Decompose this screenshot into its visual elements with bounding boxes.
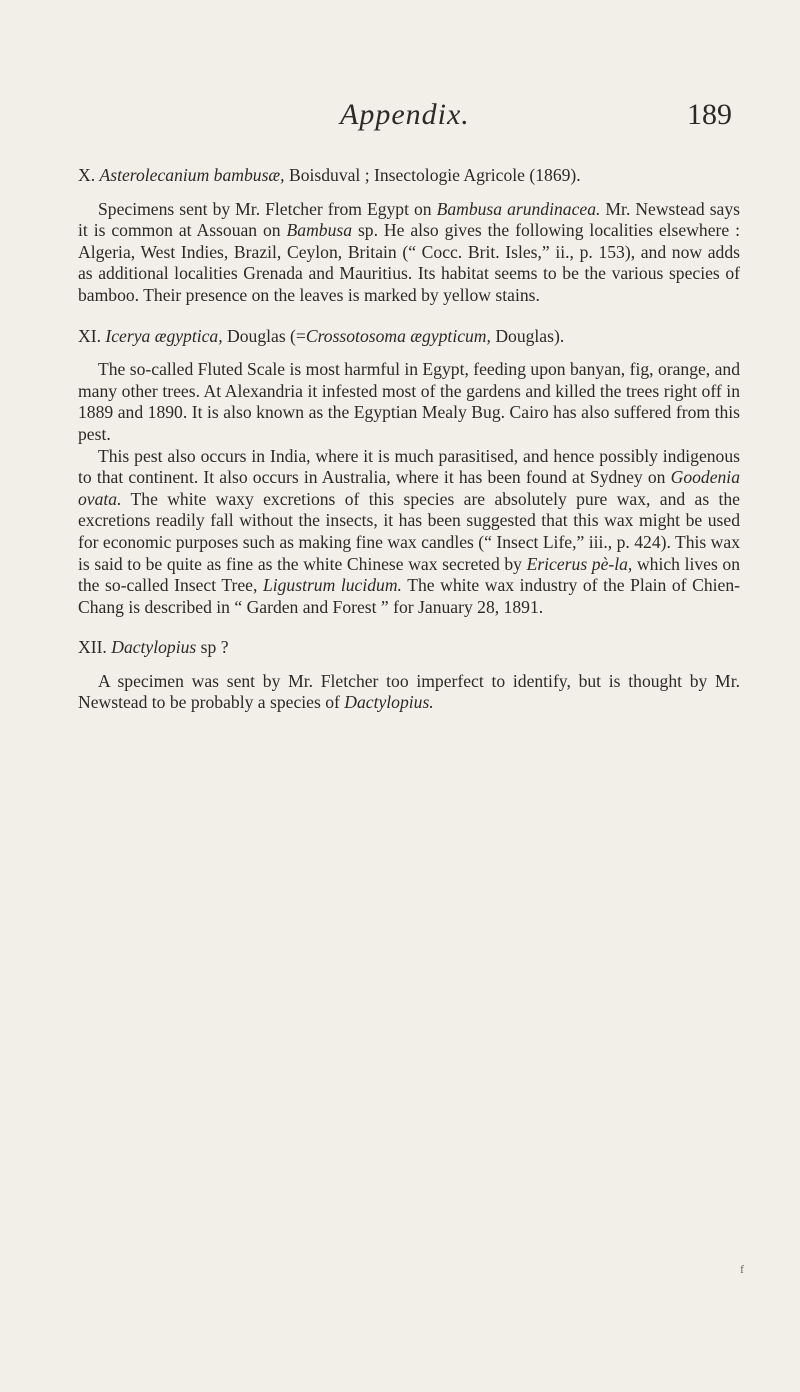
species-name: Asterolecanium bambusæ, [99, 165, 285, 185]
heading-rest: sp ? [196, 637, 229, 658]
text-run: The white waxy excretions of this species are absolutely pure wax, and as the excretions readily fall without the insects, it has been suggested that this wax might be used for economic purposes such as making fine wax candles (“ Insect Life,” iii., p. 424). This wax is said to be quite as fine as the white Chinese wax secreted by [78, 488, 740, 574]
paragraph [78, 671, 740, 714]
section-heading [78, 165, 740, 187]
text-run: A specimen was sent by Mr. Fletcher too imperfect to identify, but is thought by Mr. Newstead to be probably a species of [78, 670, 740, 713]
heading-author: Douglas). [490, 325, 565, 346]
genus-name: Dactylopius [111, 637, 197, 658]
genus-name: Bambusa [286, 220, 353, 241]
species-name: Ligustrum lucidum. [262, 575, 402, 596]
section-heading [78, 326, 740, 348]
footer-mark: f [740, 1262, 744, 1276]
page-number: 189 [687, 98, 732, 131]
section-xii [78, 637, 740, 714]
section-heading [78, 637, 740, 659]
section-xi [78, 326, 740, 619]
section-numeral: XI. [78, 325, 101, 346]
paragraph [78, 446, 740, 619]
paragraph: The so-called Fluted Scale is most harmful in Egypt, feeding upon banyan, fig, orange, and many other trees. At Alexandria it infested most of the gardens and killed the trees right off in 1889 and 1890. It is also known as the Egyptian Mealy Bug. Cairo has also suffered from this pest. [78, 359, 741, 444]
running-head [78, 98, 740, 138]
species-name: Bambusa arundinacea. [436, 198, 601, 219]
heading-author: Douglas (= [222, 325, 306, 346]
species-name: Icerya ægyptica, [105, 325, 223, 346]
running-title: Appendix. [340, 98, 470, 131]
heading-citation: Boisduval ; Insectologie Agricole (1869). [284, 165, 581, 185]
text-run: sp. He also gives the following localities elsewhere : Algeria, West Indies, Brazil, Ceylon, Britain (“ Cocc. Brit. Isles,” ii., p. 153), and now adds as additional localities Grenada and Mauritius. Its habitat seems to be the various species of bamboo. Their presence on the leaves is marked by yellow stains. [78, 220, 740, 305]
genus-name: Dactylopius. [344, 692, 434, 713]
text-run: Mr. Newstead says it is common at Assouan on [78, 198, 741, 241]
text-run: The white wax industry of the Plain of Chien-Chang is described in “ Garden and Forest ” for January 28, 1891. [78, 575, 740, 617]
synonym-name: Crossotosoma ægypticum, [305, 325, 491, 346]
text-run: which lives on the so-called Insect Tree, [78, 553, 740, 596]
text-run: This pest also occurs in India, where it is much parasitised, and hence possibly indigenous to that continent. It also occurs in Australia, where it has been found at Sydney on [78, 445, 740, 488]
paragraph [78, 199, 740, 307]
species-name: Ericerus pè-la, [526, 553, 633, 574]
species-name: Goodenia ovata. [78, 467, 740, 509]
section-numeral: X. [78, 165, 96, 185]
text-run: Specimens sent by Mr. Fletcher from Egypt on [98, 198, 437, 219]
section-x [78, 165, 740, 307]
section-numeral: XII. [78, 637, 107, 658]
body-text [78, 165, 740, 714]
